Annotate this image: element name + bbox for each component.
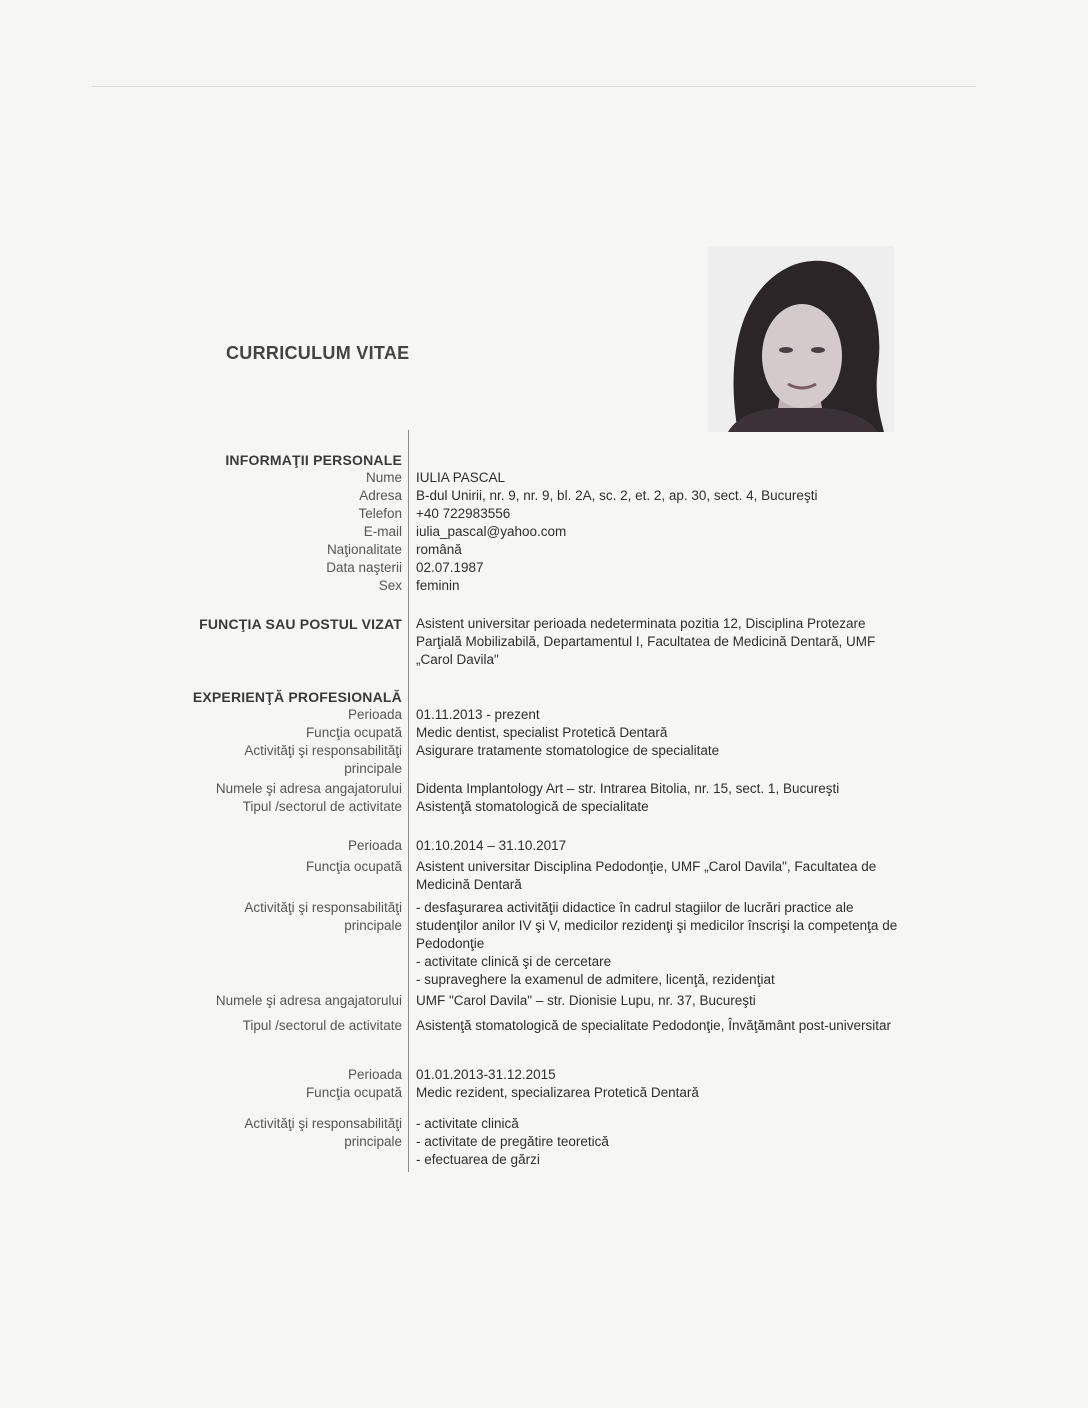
job1-role: Medic dentist, specialist Protetică Dentară	[416, 725, 668, 740]
value-address: B-dul Unirii, nr. 9, nr. 9, bl. 2A, sc. 2, et. 2, ap. 30, sect. 4, Bucureşti	[416, 488, 818, 503]
job3-role: Medic rezident, specializarea Protetică Dentară	[416, 1085, 699, 1100]
value-sex: feminin	[416, 578, 460, 593]
job2-activities-label: Activităţi şi responsabilităţi principale	[244, 900, 402, 933]
job2-role: Asistent universitar Disciplina Pedodonţie, UMF „Carol Davila", Facultatea de Medicină Dentară	[416, 859, 877, 892]
job1-sector-label: Tipul /sectorul de activitate	[242, 799, 402, 814]
job1-period-label: Perioada	[347, 707, 402, 722]
job2-employer-label: Numele şi adresa angajatorului	[215, 993, 402, 1008]
value-email: iulia_pascal@yahoo.com	[416, 524, 567, 539]
document-title: CURRICULUM VITAE	[226, 343, 410, 363]
job3-activities: - activitate clinică - activitate de pregătire teoretică - efectuarea de gărzi	[416, 1116, 609, 1167]
value-position: Asistent universitar perioada nedeterminata pozitia 12, Disciplina Protezare Parţială Mobilizabilă, Departamentul I, Facultatea de Medicină Dentară, UMF „Carol Davila"	[416, 616, 876, 667]
value-phone: +40 722983556	[416, 506, 511, 521]
value-birthdate: 02.07.1987	[416, 560, 484, 575]
job1-activities-label: Activităţi şi responsabilităţi principale	[244, 743, 402, 776]
section-heading-position: FUNCŢIA SAU POSTUL VIZAT	[199, 616, 402, 632]
job2-role-label: Funcţia ocupată	[305, 859, 402, 874]
job3-period: 01.01.2013-31.12.2015	[416, 1067, 556, 1082]
job1-role-label: Funcţia ocupată	[305, 725, 402, 740]
job2-activities: - desfaşurarea activităţii didactice în cadrul stagiilor de lucrări practice ale studenţilor anilor IV şi V, medicilor rezidenţi şi medicilor înscrişi la competenţa de Pedodonţie - activitate clinică şi de cercetare - supraveghere la examenul de admitere, licenţă, rezidenţiat	[416, 900, 898, 987]
value-name: IULIA PASCAL	[416, 470, 506, 485]
job1-activities: Asigurare tratamente stomatologice de specialitate	[416, 743, 720, 758]
job2-period: 01.10.2014 – 31.10.2017	[416, 838, 567, 853]
section-heading-personal: INFORMAŢII PERSONALE	[225, 452, 402, 468]
job3-role-label: Funcţia ocupată	[305, 1085, 402, 1100]
job1-period: 01.11.2013 - prezent	[416, 707, 540, 722]
label-sex: Sex	[378, 578, 402, 593]
label-address: Adresa	[359, 488, 402, 503]
job3-activities-label: Activităţi şi responsabilităţi principale	[244, 1116, 402, 1149]
label-name: Nume	[365, 470, 402, 485]
job3-period-label: Perioada	[347, 1067, 402, 1082]
job2-period-label: Perioada	[347, 838, 402, 853]
label-email: E-mail	[363, 524, 402, 539]
column-divider	[408, 430, 409, 1172]
section-heading-experience: EXPERIENŢĂ PROFESIONALĂ	[192, 689, 402, 705]
job2-sector-label: Tipul /sectorul de activitate	[242, 1018, 402, 1033]
job2-employer: UMF "Carol Davila" – str. Dionisie Lupu, nr. 37, Bucureşti	[416, 993, 756, 1008]
label-birthdate: Data naşterii	[326, 560, 402, 575]
job1-sector: Asistenţă stomatologică de specialitate	[416, 799, 649, 814]
job2-sector: Asistenţă stomatologică de specialitate Pedodonţie, Învăţământ post-universitar	[416, 1018, 892, 1033]
job1-employer: Didenta Implantology Art – str. Intrarea Bitolia, nr. 15, sect. 1, Bucureşti	[416, 781, 840, 796]
label-phone: Telefon	[358, 506, 402, 521]
portrait-photo	[708, 246, 894, 432]
job1-employer-label: Numele şi adresa angajatorului	[215, 781, 402, 796]
scan-edge-line	[92, 86, 976, 87]
label-nationality: Naţionalitate	[326, 542, 402, 557]
portrait-photo-icon	[708, 246, 894, 432]
value-nationality: română	[416, 542, 462, 557]
